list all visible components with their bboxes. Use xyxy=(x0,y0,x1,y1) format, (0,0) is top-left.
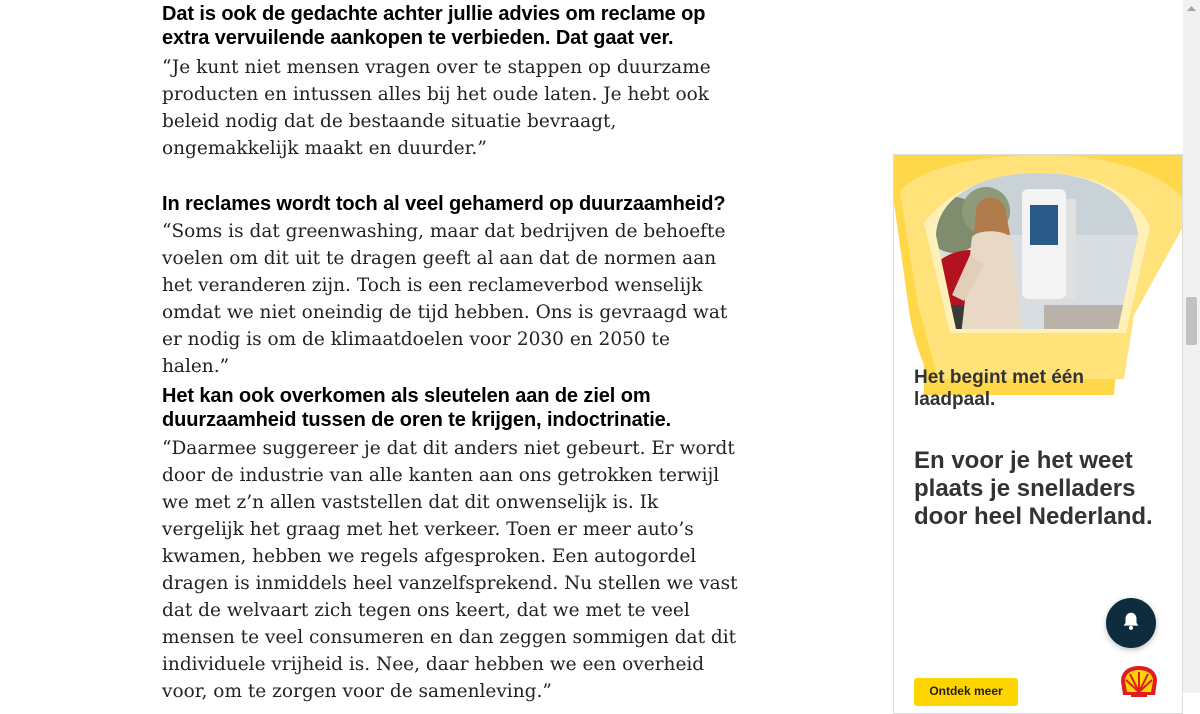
ad-headline: En voor je het weet plaats je snelladers door heel Nederland. xyxy=(914,447,1153,530)
ev-charging-photo-icon xyxy=(894,155,1183,395)
notification-bell-button[interactable] xyxy=(1106,598,1156,648)
shell-logo-icon xyxy=(1119,665,1159,699)
interview-question-1: Dat is ook de gedachte achter jullie advies om reclame op extra vervuilende aankopen te verbieden. Dat gaat ver. xyxy=(162,3,706,49)
bell-icon xyxy=(1120,610,1142,636)
interview-question-2: In reclames wordt toch al veel gehamerd op duurzaamheid? xyxy=(162,193,726,215)
page-scrollbar[interactable] xyxy=(1183,0,1200,693)
interview-answer-2: “Soms is dat greenwashing, maar dat bedrijven de behoefte voelen om dit uit te dragen geeft al aan dat de normen aan het veranderen zijn. Toch is een reclameverbod wenselijk omdat we niet oneindig de tijd hebben. Ons is gevraagd wat er nodig is om de klimaatdoelen voor 2030 en 2050 te halen.” xyxy=(162,221,728,377)
scrollbar-thumb[interactable] xyxy=(1186,297,1197,345)
ad-tagline: Het begint met één laadpaal. xyxy=(914,367,1084,410)
interview-question-3: Het kan ook overkomen als sleutelen aan de ziel om duurzaamheid tussen de oren te krijgen, indoctrinatie. xyxy=(162,385,672,431)
interview-answer-3: “Daarmee suggereer je dat dit anders niet gebeurt. Er wordt door de industrie van alle kanten aan ons getrokken terwijl we met z’n allen vaststellen dat dit onwenselijk is. Ik vergelijk het graag met het verkeer. Toen er meer auto’s kwamen, hebben we regels afgesproken. Een autogordel dragen is inmiddels heel vanzelfsprekend. Nu stellen we vast dat de welvaart zich tegen ons keert, dat we met te veel mensen te veel consumeren en dan zeggen sommigen dat dit individuele vrijheid is. Nee, daar hebben we een overheid voor, om te zorgen voor de samenleving.” xyxy=(162,438,738,702)
ad-cta-button[interactable]: Ontdek meer xyxy=(914,678,1018,706)
chevron-up-icon[interactable] xyxy=(1183,0,1200,17)
interview-answer-1: “Je kunt niet mensen vragen over te stappen op duurzame producten en intussen alles bij het oude laten. Je hebt ook beleid nodig dat de bestaande situatie bevraagt, ongemakkelijk maakt en duurder.” xyxy=(162,57,711,159)
